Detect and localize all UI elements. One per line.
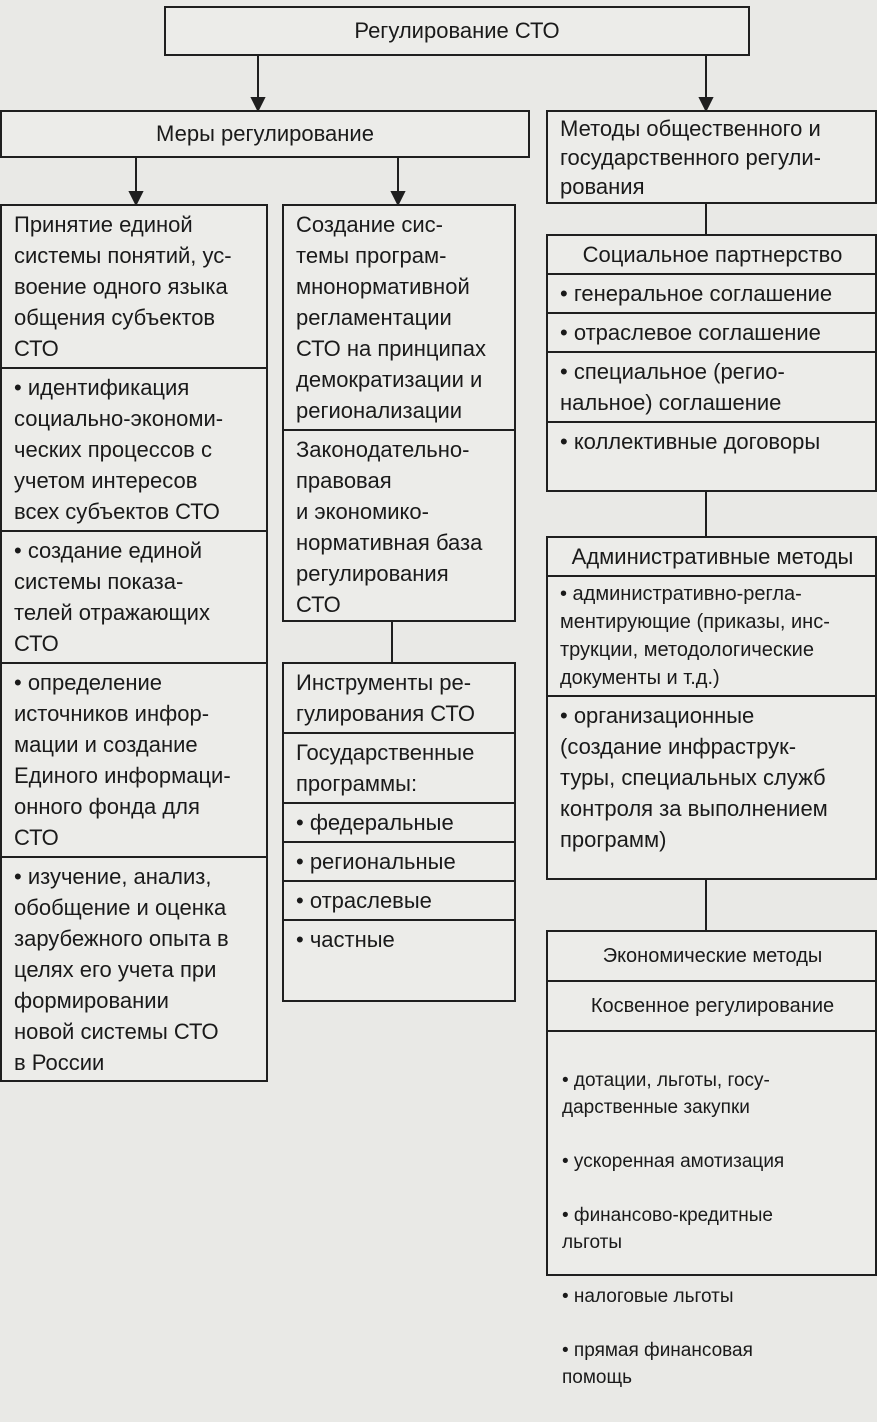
identification-cell: • идентификация социально-экономи- ческих процессов с учетом интересов всех субъектов СТО — [2, 369, 266, 532]
indicators-cell: • создание единой системы показа- телей отражающих СТО — [2, 532, 266, 664]
sectoral-item: • отраслевые — [284, 882, 514, 921]
unified-concepts-cell: Принятие единой системы понятий, ус- воение одного языка общения субъектов СТО — [2, 206, 266, 369]
organizational-item: • организационные (создание инфраструк- туры, специальных служб контроля за выполнением программ) — [560, 703, 828, 852]
general-agreement-item: • генеральное соглашение — [548, 275, 875, 314]
root-title: Регулирование СТО — [164, 6, 750, 56]
instruments-title: Инструменты ре- гулирования СТО — [284, 664, 514, 734]
state-programs-cell: Государственные программы: — [284, 734, 514, 804]
economic-items — [548, 1032, 875, 1422]
credit-benefits-item: • финансово-кредитные льготы — [562, 1205, 773, 1253]
administrative-methods-title: Административные методы — [548, 538, 875, 577]
foreign-experience-cell: • изучение, анализ, обобщение и оценка зарубежного опыта в целях его учета при формировании новой системы СТО в России — [14, 864, 229, 1075]
methods-title: Методы общественного и государственного регули- рования — [560, 116, 821, 199]
indirect-regulation-title: Косвенное регулирование — [548, 982, 875, 1032]
special-agreement-item: • специальное (регио- нальное) соглашение — [548, 353, 875, 423]
regulatory-item: • административно-регла- ментирующие (приказы, инс- трукции, методологические документы и т.д.) — [548, 577, 875, 697]
social-partnership-title: Социальное партнерство — [548, 236, 875, 275]
measures-title: Меры регулирование — [0, 110, 530, 158]
sectoral-agreement-item: • отраслевое соглашение — [548, 314, 875, 353]
legal-base-cell: Законодательно- правовая и экономико- нормативная база регулирования СТО — [296, 437, 483, 617]
info-sources-cell: • определение источников инфор- мации и создание Единого информаци- онного фонда для СТО — [2, 664, 266, 858]
social-partnership-box — [546, 234, 877, 492]
economic-methods-box — [546, 930, 877, 1388]
collective-contracts-item: • коллективные договоры — [560, 429, 821, 454]
accelerated-depreciation-item: • ускоренная амотизация — [562, 1151, 785, 1172]
tax-benefits-item: • налоговые льготы — [562, 1286, 734, 1307]
private-item: • частные — [296, 927, 395, 952]
direct-aid-item: • прямая финансовая помощь — [562, 1340, 753, 1388]
economic-methods-title: Экономические методы — [548, 932, 875, 982]
program-regulation-cell: Создание сис- темы програм- мнонормативной регламентации СТО на принципах демократизации и регионализации — [284, 206, 514, 431]
subsidies-item: • дотации, льготы, госу- дарственные закупки — [562, 1070, 770, 1118]
regional-item: • региональные — [284, 843, 514, 882]
measures-column-2 — [282, 204, 516, 622]
instruments-box — [282, 662, 516, 1002]
measures-column-1 — [0, 204, 268, 1082]
methods-title-box — [546, 110, 877, 204]
federal-item: • федеральные — [284, 804, 514, 843]
administrative-methods-box — [546, 536, 877, 880]
